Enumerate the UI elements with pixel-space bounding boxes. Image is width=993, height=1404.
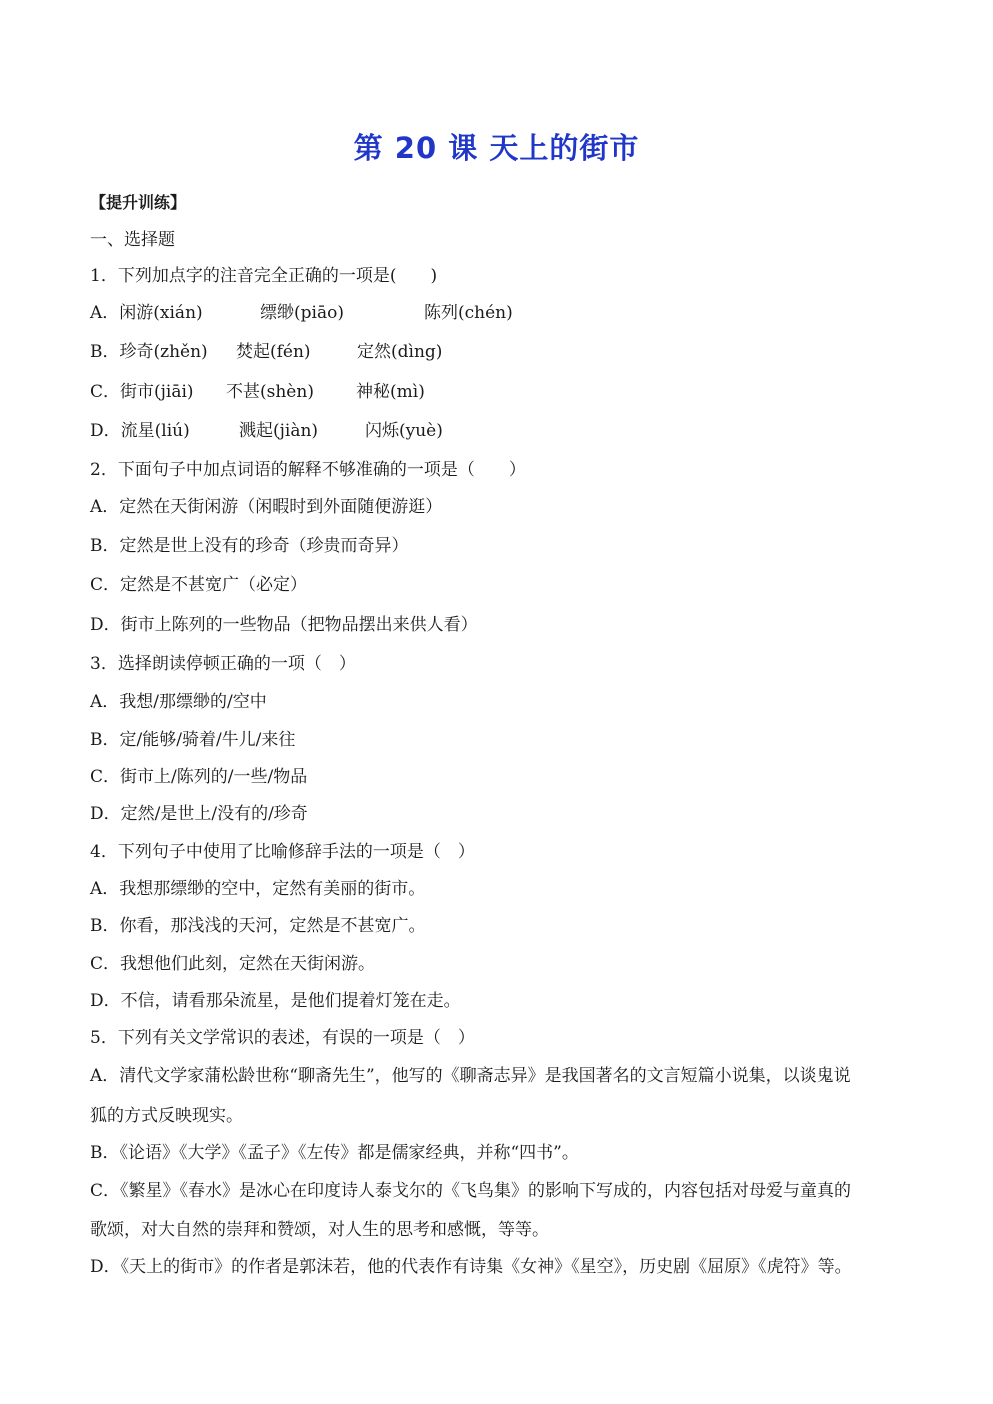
q1-option-a (90, 302, 890, 324)
page-title: 第 20 课 天上的街市 (353, 131, 640, 165)
question-2-stem: 2．下面句子中加点词语的解释不够准确的一项是（ ） (90, 460, 526, 480)
q5-option-c-line-2: 歌颂，对大自然的崇拜和赞颂，对人生的思考和感慨，等等。 (90, 1220, 549, 1240)
q5-option-c-line-1: C．《繁星》《春水》是冰心在印度诗人泰戈尔的《飞鸟集》的影响下写成的，内容包括对母爱与童真的 (90, 1181, 852, 1201)
q1-d-item-1: D．流星(liú) (90, 421, 190, 441)
q3-option-b: B．定/能够/骑着/牛儿/来往 (90, 730, 296, 750)
q2-option-c: C．定然是不甚宽广（必定） (90, 575, 308, 595)
q2-option-a: A．定然在天街闲游（闲暇时到外面随便游逛） (90, 497, 443, 517)
q1-option-b (90, 341, 890, 363)
q1-c-item-2: 不甚(shèn) (226, 382, 314, 402)
q1-b-item-2: 焚起(fén) (236, 342, 311, 362)
question-5-stem: 5．下列有关文学常识的表述，有误的一项是（ ） (90, 1028, 475, 1048)
q1-option-c (90, 381, 890, 403)
q1-c-item-3: 神秘(mì) (356, 382, 425, 402)
q4-option-b: B．你看，那浅浅的天河，定然是不甚宽广。 (90, 916, 426, 936)
q5-option-a-line-1: A．清代文学家蒲松龄世称“聊斋先生”，他写的《聊斋志异》是我国著名的文言短篇小说集，以谈鬼说 (90, 1066, 851, 1086)
q1-option-d (90, 420, 890, 442)
section-heading: 【提升训练】 (90, 193, 187, 212)
q1-b-item-3: 定然(dìng) (357, 342, 443, 362)
q5-option-b: B．《论语》《大学》《孟子》《左传》都是儒家经典，并称“四书”。 (90, 1143, 579, 1163)
q2-option-d: D．街市上陈列的一些物品（把物品摆出来供人看） (90, 615, 478, 635)
q3-option-a: A．我想/那缥缈的/空中 (90, 692, 267, 712)
q3-option-d: D．定然/是世上/没有的/珍奇 (90, 804, 308, 824)
q5-option-a-line-2: 狐的方式反映现实。 (90, 1106, 243, 1126)
q1-d-item-3: 闪烁(yuè) (365, 421, 443, 441)
q4-option-c: C．我想他们此刻，定然在天街闲游。 (90, 954, 376, 974)
question-4-stem: 4．下列句子中使用了比喻修辞手法的一项是（ ） (90, 842, 475, 862)
part-heading: 一、选择题 (90, 230, 175, 250)
q1-a-item-2: 缥缈(piāo) (260, 303, 344, 323)
q1-c-item-1: C．街市(jiāi) (90, 382, 194, 402)
q4-option-d: D．不信，请看那朵流星，是他们提着灯笼在走。 (90, 991, 461, 1011)
q4-option-a: A．我想那缥缈的空中，定然有美丽的街市。 (90, 879, 426, 899)
q2-option-b: B．定然是世上没有的珍奇（珍贵而奇异） (90, 536, 409, 556)
q1-a-item-3: 陈列(chén) (424, 303, 513, 323)
question-3-stem: 3．选择朗读停顿正确的一项（ ） (90, 654, 356, 674)
q3-option-c: C．街市上/陈列的/一些/物品 (90, 767, 308, 787)
q1-a-item-1: A．闲游(xián) (90, 303, 203, 323)
q1-b-item-1: B．珍奇(zhěn) (90, 342, 208, 362)
q5-option-d: D．《天上的街市》的作者是郭沫若，他的代表作有诗集《女神》《星空》，历史剧《屈原》《虎符》等。 (90, 1257, 852, 1277)
question-1-stem: 1．下列加点字的注音完全正确的一项是( ) (90, 266, 438, 286)
q1-d-item-2: 溅起(jiàn) (239, 421, 319, 441)
